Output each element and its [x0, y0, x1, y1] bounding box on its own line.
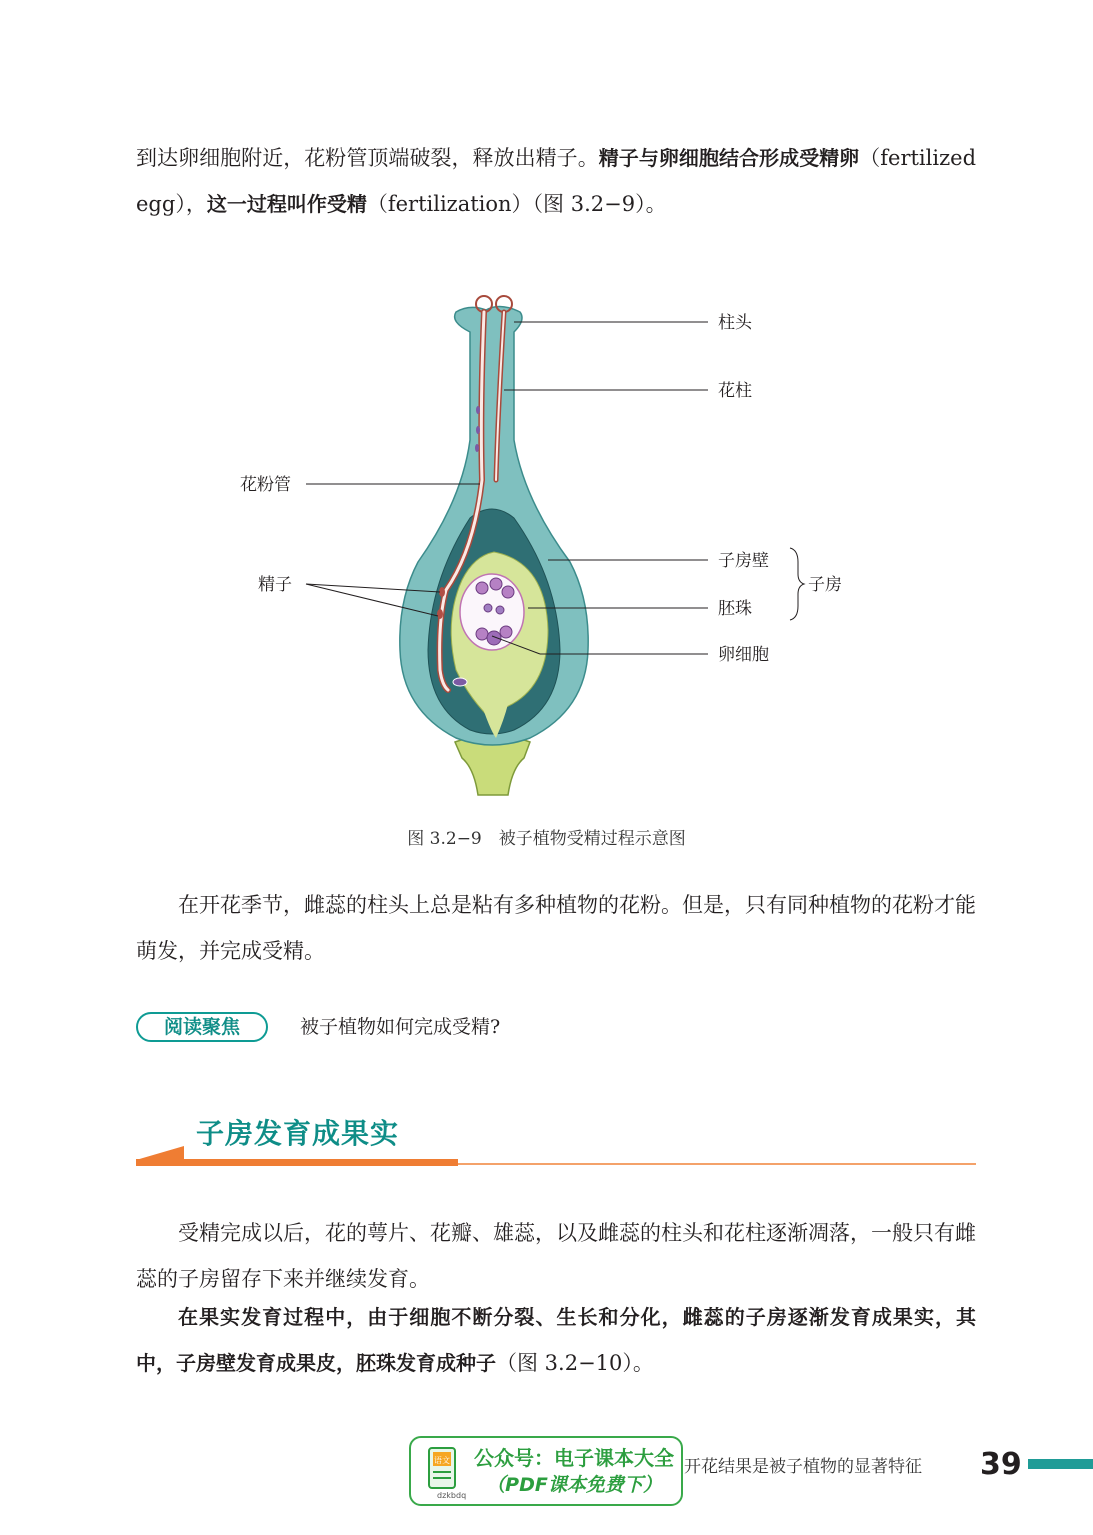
label-ovule: 胚珠: [718, 599, 752, 619]
book-icon: [427, 1446, 457, 1490]
paragraph-4: [136, 1294, 976, 1386]
fertilization-diagram: [0, 290, 1093, 810]
p1-bold-b: 这一过程叫作受精: [206, 192, 367, 216]
page-number: 39: [980, 1447, 1022, 1482]
figure-caption: 图 3.2−9 被子植物受精过程示意图: [407, 829, 686, 849]
p4-bold: 在果实发育过程中，由于细胞不断分裂、生长和分化，雌蕊的子房逐渐发育成果实，其中，子房壁发育成果皮，胚珠发育成种子: [136, 1305, 976, 1375]
label-pollen-tube: 花粉管: [240, 475, 291, 495]
footer-chapter-title: 开花结果是被子植物的显著特征: [684, 1457, 922, 1477]
reading-focus-label: 阅读聚焦: [136, 1012, 268, 1042]
paragraph-2: 在开花季节，雌蕊的柱头上总是粘有多种植物的花粉。但是，只有同种植物的花粉才能萌发，并完成受精。: [136, 893, 976, 963]
p1-text-a: 到达卵细胞附近，花粉管顶端破裂，释放出精子。: [136, 146, 599, 170]
section-title: 子房发育成果实: [196, 1117, 400, 1150]
paragraph-3: 受精完成以后，花的萼片、花瓣、雄蕊，以及雌蕊的柱头和花柱逐渐凋落，一般只有雌蕊的子房留存下来并继续发育。: [136, 1221, 976, 1291]
label-stigma: 柱头: [718, 313, 752, 333]
p1-text-c: （fertilization）（图 3.2−9）。: [366, 192, 667, 216]
p4-text: （图 3.2−10）。: [496, 1351, 654, 1375]
reading-focus-question: 被子植物如何完成受精?: [300, 1016, 501, 1038]
paragraph-1: [136, 135, 976, 227]
section-bar: [136, 1159, 458, 1166]
label-style: 花柱: [718, 381, 752, 401]
watermark-badge: [409, 1436, 683, 1506]
badge-small-text: dzkbdq: [437, 1491, 467, 1500]
page-number-bar: [1028, 1459, 1093, 1469]
label-ovary-wall: 子房壁: [718, 551, 769, 571]
badge-line-1: 公众号：电子课本大全: [474, 1446, 674, 1470]
label-ovary: 子房: [808, 575, 842, 595]
badge-icon-text: 语文: [434, 1456, 450, 1465]
p1-text-b: （fertilized egg），: [136, 146, 977, 216]
badge-line-2: （PDF课本免费下）: [486, 1474, 662, 1496]
label-sperm: 精子: [258, 575, 292, 595]
label-egg-cell: 卵细胞: [718, 645, 769, 665]
section-bar-notch: [136, 1146, 184, 1160]
p1-bold-a: 精子与卵细胞结合形成受精卵: [598, 146, 860, 170]
